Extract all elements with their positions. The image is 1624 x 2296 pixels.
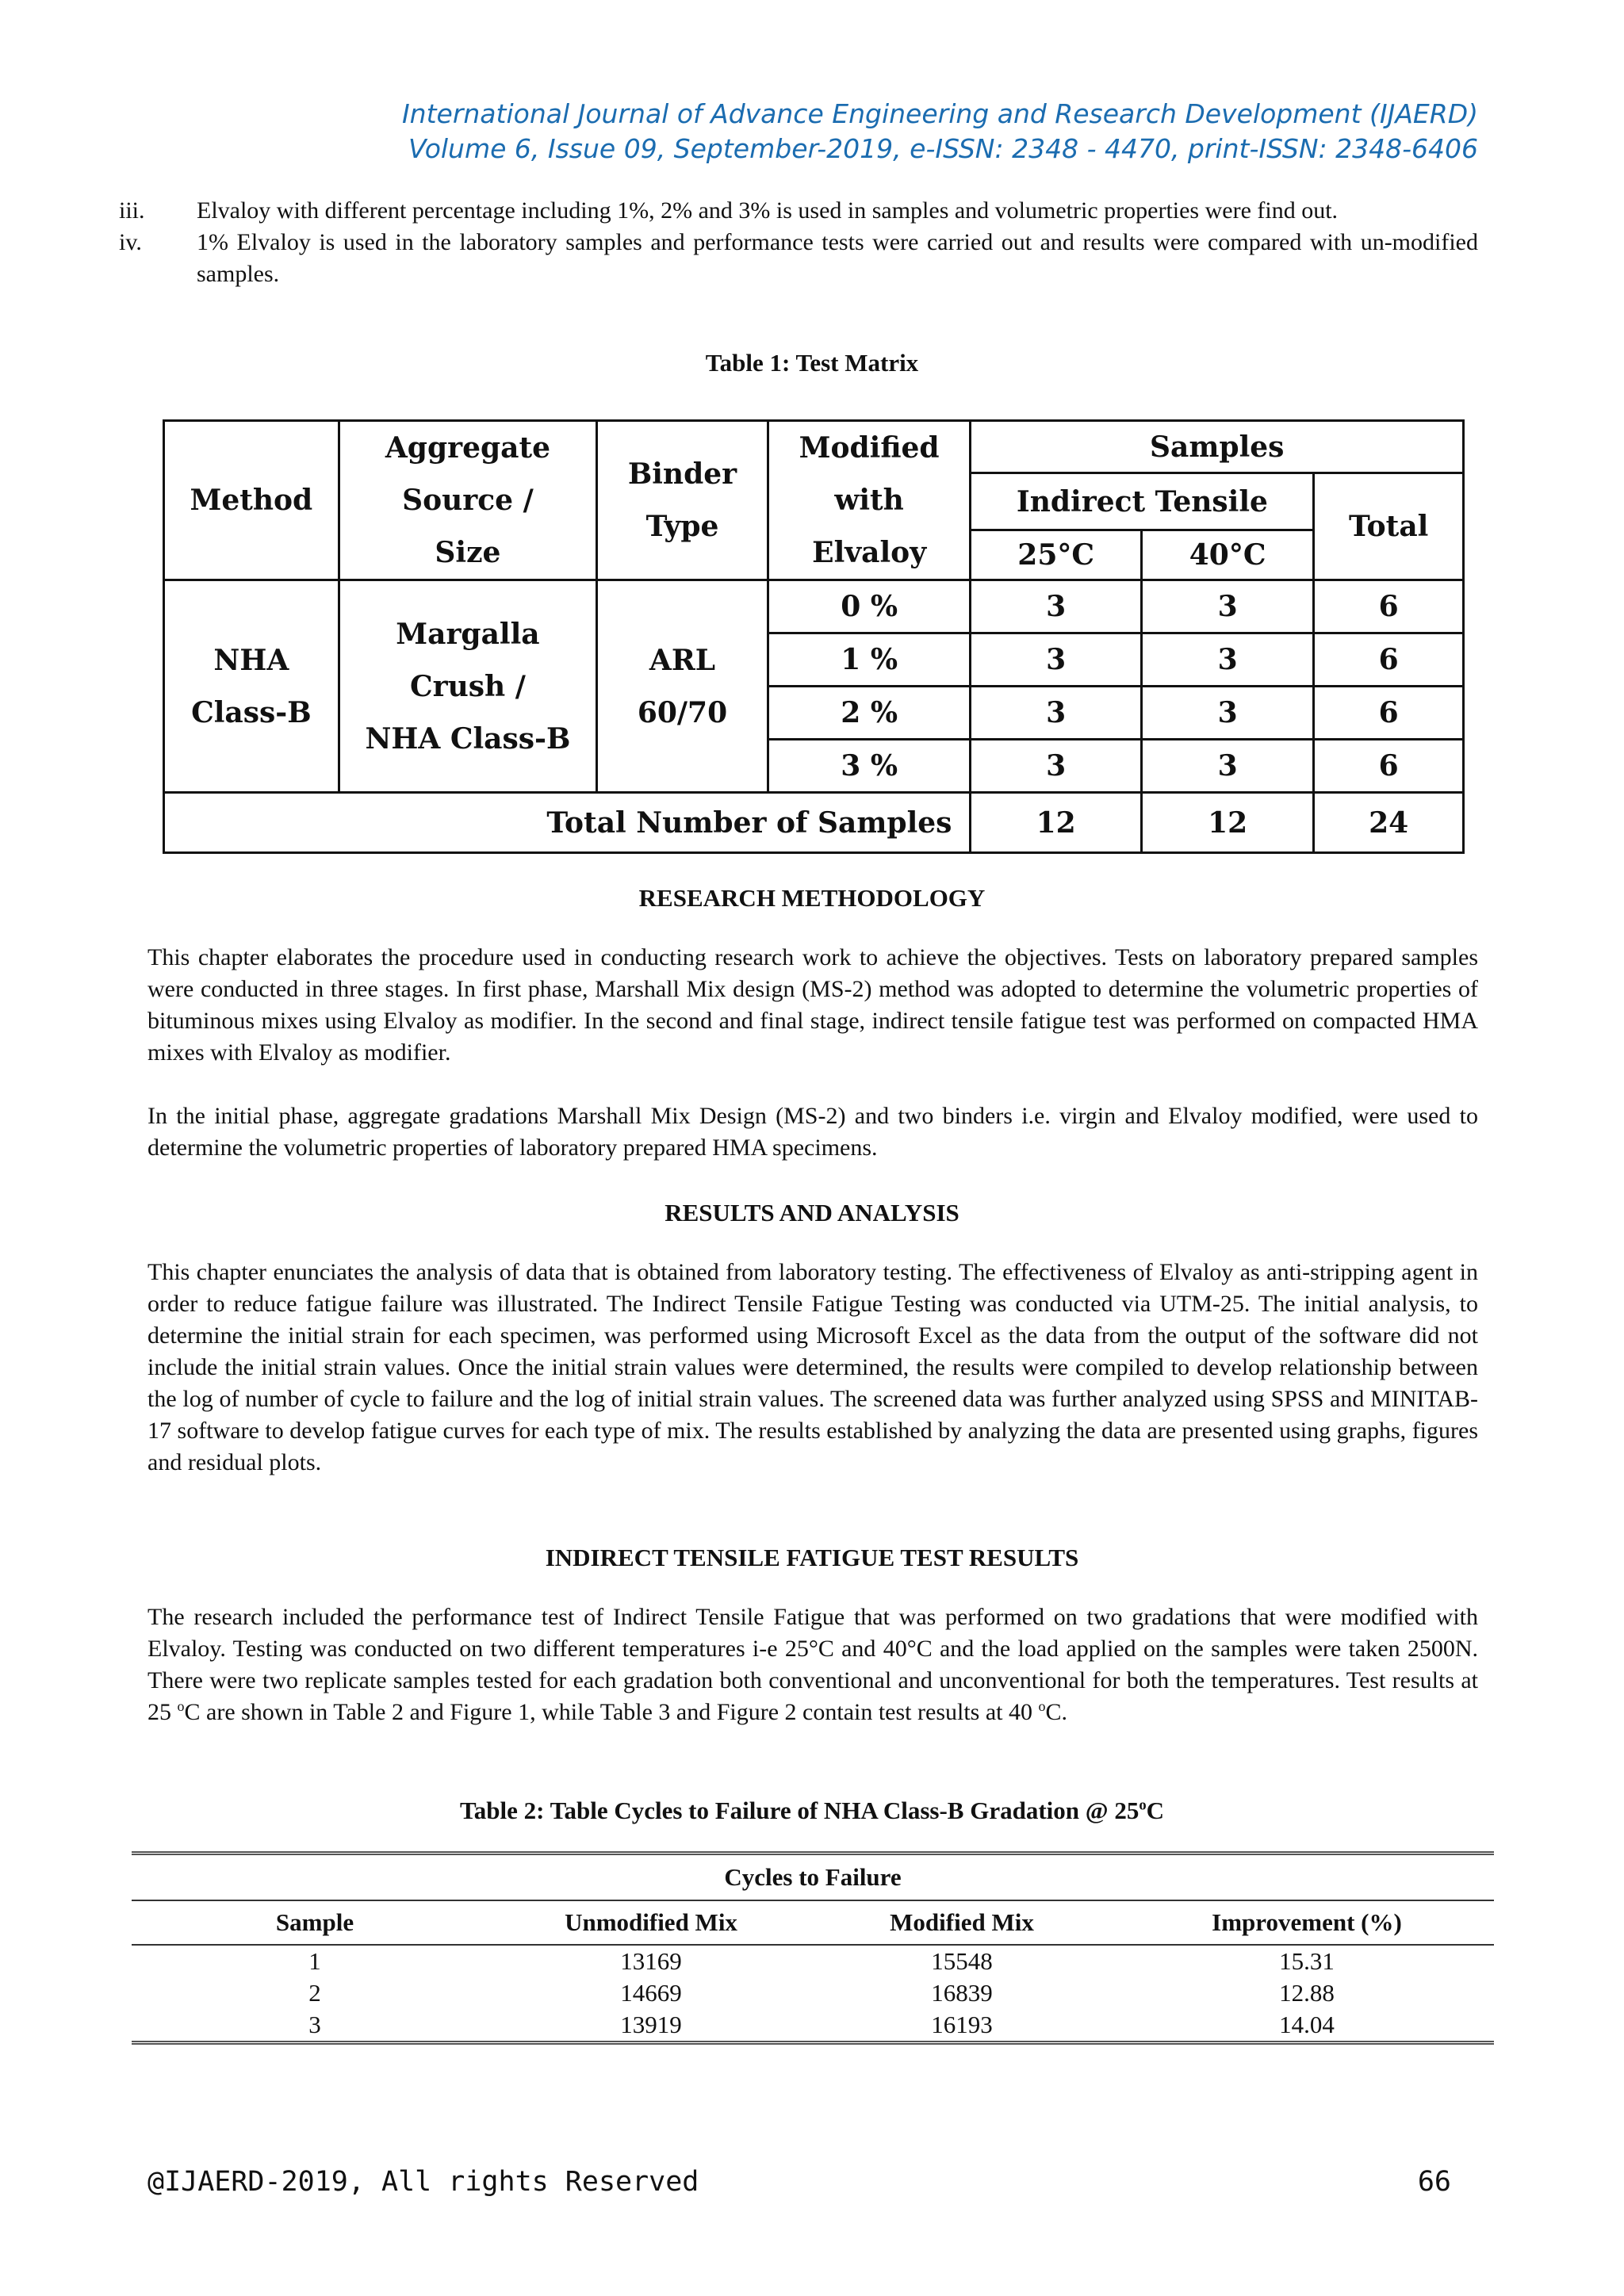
header-method: Method bbox=[164, 421, 339, 580]
cell-improvement: 12.88 bbox=[1279, 1979, 1335, 2007]
section-heading-itft: INDIRECT TENSILE FATIGUE TEST RESULTS bbox=[545, 1544, 1079, 1571]
cycles-table bbox=[132, 1855, 1494, 2041]
header-indirect-tensile: Indirect Tensile bbox=[971, 473, 1314, 530]
cell-sample: 2 bbox=[308, 1979, 321, 2007]
cell-unmodified: 13169 bbox=[620, 1947, 682, 1975]
cell-unmodified: 14669 bbox=[620, 1979, 682, 2007]
total-25c: 12 bbox=[971, 793, 1141, 853]
paragraph-text-part: C are shown in Table 2 and Figure 1, while Table 3 and Figure 2 contain test results at 40 bbox=[184, 1699, 1039, 1725]
table-row bbox=[164, 580, 1464, 633]
cell-elvaloy: 1 % bbox=[768, 633, 971, 687]
journal-issue-info: Volume 6, Issue 09, September-2019, e-ISSN: 2348 - 4470, print-ISSN: 2348-6406 bbox=[408, 133, 1478, 164]
cell-improvement: 15.31 bbox=[1279, 1947, 1335, 1975]
header-total: Total bbox=[1314, 473, 1464, 580]
total-40c: 12 bbox=[1141, 793, 1313, 853]
col-header-unmodified: Unmodified Mix bbox=[498, 1900, 804, 1945]
header-temp-25: 25°C bbox=[971, 530, 1141, 580]
cell-aggregate bbox=[339, 580, 596, 793]
table-row bbox=[132, 1977, 1494, 2009]
cell-modified: 16839 bbox=[931, 1979, 993, 2007]
list-item bbox=[119, 227, 1478, 290]
header-aggregate bbox=[339, 421, 596, 580]
list-item bbox=[119, 195, 1478, 227]
cell-40c: 3 bbox=[1141, 580, 1313, 633]
results-paragraph bbox=[147, 1257, 1478, 1479]
methodology-paragraph-1 bbox=[147, 942, 1478, 1069]
cell-40c: 3 bbox=[1141, 633, 1313, 687]
list-item-text: 1% Elvaloy is used in the laboratory samples and performance tests were carried out and results were compared with un-modified samples. bbox=[197, 229, 1478, 287]
section-heading-results: RESULTS AND ANALYSIS bbox=[665, 1199, 959, 1226]
cell-sample: 1 bbox=[308, 1947, 321, 1975]
paragraph-text: In the initial phase, aggregate gradations Marshall Mix Design (MS-2) and two binders i.e. virgin and Elvaloy modified, were used to determine the volumetric properties of laboratory prepared HMA specimens. bbox=[147, 1103, 1478, 1161]
cell-binder-line: ARL bbox=[649, 643, 716, 677]
cell-total: 6 bbox=[1314, 633, 1464, 687]
journal-header bbox=[402, 97, 1478, 166]
cell-total: 6 bbox=[1314, 580, 1464, 633]
header-modified-line: with bbox=[834, 484, 904, 517]
header-modified-line: Elvaloy bbox=[812, 536, 927, 569]
list-item-number: iii. bbox=[119, 197, 145, 224]
table2-caption bbox=[0, 1797, 1624, 1825]
caption-text: Table 2: Table Cycles to Failure of NHA Class-B Gradation @ 25 bbox=[459, 1797, 1139, 1824]
cell-method-line: NHA bbox=[213, 643, 289, 677]
cell-total: 6 bbox=[1314, 687, 1464, 740]
list-item-text: Elvaloy with different percentage including 1%, 2% and 3% is used in samples and volumetric properties were find out. bbox=[197, 197, 1339, 224]
header-aggregate-line: Source / bbox=[402, 484, 534, 517]
methodology-paragraph-2 bbox=[147, 1100, 1478, 1164]
header-samples: Samples bbox=[971, 421, 1464, 473]
cell-aggregate-line: Margalla bbox=[396, 617, 540, 651]
table-row bbox=[132, 1945, 1494, 1977]
degree-superscript: o bbox=[177, 1698, 185, 1714]
cell-modified: 15548 bbox=[931, 1947, 993, 1975]
cell-total: 6 bbox=[1314, 740, 1464, 793]
table1-caption: Table 1: Test Matrix bbox=[705, 349, 919, 377]
header-temp-40: 40°C bbox=[1141, 530, 1313, 580]
cell-sample: 3 bbox=[308, 2011, 321, 2038]
degree-superscript: o bbox=[1038, 1698, 1046, 1714]
paragraph-text: This chapter elaborates the procedure used in conducting research work to achieve the objectives. Tests on laboratory prepared samples were conducted in three stages. In first phase, Marshall Mix design (MS-2) method was adopted to determine the volumetric properties of bituminous mixes using Elvaloy as modifier. In the second and final stage, indirect tensile fatigue test was performed on compacted HMA mixes with Elvaloy as modifier. bbox=[147, 944, 1478, 1066]
section-heading-methodology: RESEARCH METHODOLOGY bbox=[638, 884, 986, 912]
cell-elvaloy: 3 % bbox=[768, 740, 971, 793]
cell-modified: 16193 bbox=[931, 2011, 993, 2038]
header-aggregate-line: Aggregate bbox=[385, 431, 551, 465]
cell-elvaloy: 0 % bbox=[768, 580, 971, 633]
degree-superscript: o bbox=[1139, 1797, 1147, 1814]
cell-25c: 3 bbox=[971, 580, 1141, 633]
cell-40c: 3 bbox=[1141, 687, 1313, 740]
header-binder bbox=[597, 421, 768, 580]
itft-paragraph bbox=[147, 1601, 1478, 1728]
col-header-improvement: Improvement (%) bbox=[1120, 1900, 1494, 1945]
header-modified-line: Modified bbox=[799, 431, 940, 465]
caption-text: C bbox=[1146, 1797, 1165, 1824]
test-matrix-table bbox=[163, 419, 1465, 854]
paragraph-text bbox=[147, 1601, 1478, 1728]
list-item-number: iv. bbox=[119, 229, 142, 255]
cell-method bbox=[164, 580, 339, 793]
total-all: 24 bbox=[1314, 793, 1464, 853]
paragraph-text-part: The research included the performance test of Indirect Tensile Fatigue that was performed on two gradations that were modified with Elvaloy. Testing was conducted on two different temperatures i-e 25°C and 40°C and the load applied on the samples were taken 2500N. There were two replicate samples tested for each gradation both conventional and unconventional for both the temperatures. Test results at 25 bbox=[147, 1604, 1478, 1725]
paragraph-text: This chapter enunciates the analysis of data that is obtained from laboratory testing. The effectiveness of Elvaloy as anti-stripping agent in order to reduce fatigue failure was illustrated. The Indirect Tensile Fatigue Testing was conducted via UTM-25. The initial analysis, to determine the initial strain for each specimen, was performed using Microsoft Excel as the data from the output of the software did not include the initial strain values. Once the initial strain values were determined, the results were compiled to develop relationship between the log of number of cycle to failure and the log of initial strain values. The screened data was further analyzed using SPSS and MINITAB-17 software to develop fatigue curves for each type of mix. The results established by analyzing the data are presented using graphs, figures and residual plots. bbox=[147, 1259, 1478, 1475]
cell-aggregate-line: Crush / bbox=[409, 669, 526, 703]
page-number: 66 bbox=[1417, 2166, 1451, 2198]
cell-25c: 3 bbox=[971, 633, 1141, 687]
cell-improvement: 14.04 bbox=[1279, 2011, 1335, 2038]
bottom-rule bbox=[132, 2041, 1494, 2045]
header-binder-line: Binder bbox=[627, 457, 737, 491]
cell-unmodified: 13919 bbox=[620, 2011, 682, 2038]
cell-binder-line: 60/70 bbox=[637, 695, 728, 729]
table-row bbox=[132, 2009, 1494, 2041]
cell-40c: 3 bbox=[1141, 740, 1313, 793]
journal-title: International Journal of Advance Engineering and Research Development (IJAERD) bbox=[401, 98, 1478, 129]
col-header-sample: Sample bbox=[132, 1900, 498, 1945]
header-modified bbox=[768, 421, 971, 580]
cell-25c: 3 bbox=[971, 740, 1141, 793]
footer-copyright: @IJAERD-2019, All rights Reserved bbox=[147, 2166, 699, 2198]
cell-method-line: Class-B bbox=[191, 695, 312, 729]
table-total-row bbox=[164, 793, 1464, 853]
group-header: Cycles to Failure bbox=[132, 1855, 1494, 1900]
cell-binder bbox=[597, 580, 768, 793]
objectives-list bbox=[119, 195, 1478, 290]
cell-aggregate-line: NHA Class-B bbox=[365, 721, 571, 756]
paragraph-text-part: C. bbox=[1045, 1699, 1067, 1725]
cycles-to-failure-table bbox=[132, 1851, 1494, 2045]
total-label: Total Number of Samples bbox=[164, 793, 971, 853]
header-binder-line: Type bbox=[645, 510, 719, 543]
cell-elvaloy: 2 % bbox=[768, 687, 971, 740]
col-header-modified: Modified Mix bbox=[804, 1900, 1120, 1945]
cell-25c: 3 bbox=[971, 687, 1141, 740]
header-aggregate-line: Size bbox=[435, 536, 501, 569]
